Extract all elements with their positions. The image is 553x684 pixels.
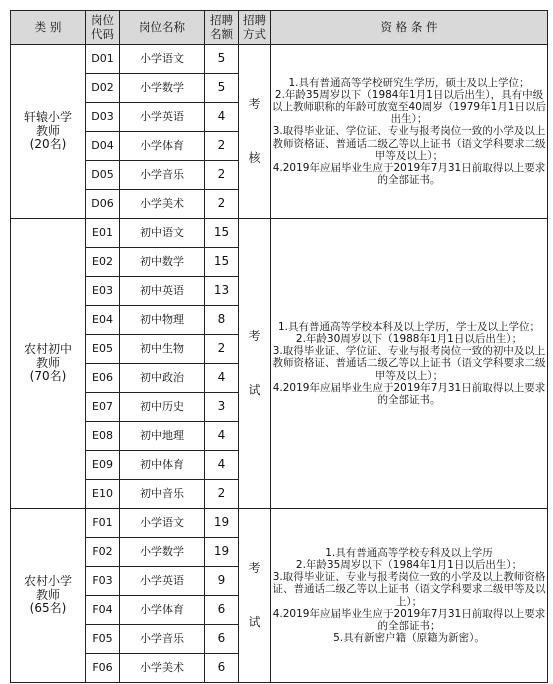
position-name: 小学数学: [120, 538, 205, 567]
method-char: 考: [248, 96, 261, 111]
position-name: 小学美术: [120, 654, 205, 683]
position-code: E10: [86, 480, 120, 509]
position-name: 小学语文: [120, 45, 205, 74]
requirement-item: 4.2019年应届毕业生应于2019年7月31日前取得以上要求的全部证书。: [272, 161, 546, 186]
position-code: E02: [86, 248, 120, 277]
position-code: F05: [86, 625, 120, 654]
quota-count: 6: [205, 596, 239, 625]
quota-count: 5: [205, 74, 239, 103]
quota-count: 4: [205, 422, 239, 451]
position-name: 初中音乐: [120, 480, 205, 509]
position-code: E03: [86, 277, 120, 306]
category-line: 农村小学: [23, 573, 72, 588]
position-name: 初中历史: [120, 393, 205, 422]
position-code: F02: [86, 538, 120, 567]
requirement-item: 3.取得毕业证、学位证、专业与报考岗位一致的初中及以上教师资格证、普通话二级乙等以上证书（语文学科要求二级甲等及以上）；: [272, 345, 546, 382]
requirement-item: 3.取得毕业证、专业与报考岗位一致的小学及以上教师资格证、普通话二级乙等以上证书（语文学科要求二级甲等及以上）；: [272, 571, 546, 608]
method-char: 考: [248, 328, 261, 343]
quota-count: 8: [205, 306, 239, 335]
category-line: (20名): [29, 137, 67, 152]
position-code: F03: [86, 567, 120, 596]
requirement-item: 3.取得毕业证、学位证、专业与报考岗位一致的小学及以上教师资格证、普通话二级乙等以上证书（语文学科要求二级甲等及以上）；: [272, 125, 546, 162]
table-body: [11, 45, 548, 683]
category-line: 轩辕小学: [23, 109, 72, 124]
header-quota: 招聘名额: [205, 11, 239, 45]
position-name: 初中英语: [120, 277, 205, 306]
position-code: E08: [86, 422, 120, 451]
category-cell: [11, 509, 86, 683]
method-char: 核: [248, 150, 261, 165]
category-cell: [11, 45, 86, 219]
recruit-method-cell: [239, 509, 271, 683]
requirement-item: 2.年龄30周岁以下（1988年1月1日以后出生）；: [295, 333, 523, 346]
position-name: 小学英语: [120, 103, 205, 132]
quota-count: 19: [205, 509, 239, 538]
category-line: (70名): [29, 369, 67, 384]
position-name: 初中体育: [120, 451, 205, 480]
method-spacer: [239, 576, 270, 616]
position-name: 初中政治: [120, 364, 205, 393]
requirement-item: 4.2019年应届毕业生应于2019年7月31日前取得以上要求的全部证书。: [272, 381, 546, 406]
category-line: (65名): [29, 601, 67, 616]
position-name: 小学英语: [120, 567, 205, 596]
quota-count: 19: [205, 538, 239, 567]
category-line: 教师: [35, 123, 60, 138]
category-line: 农村初中: [23, 341, 72, 356]
requirements-cell: [271, 219, 548, 509]
requirement-item: 5.具有新密户籍（原籍为新密）。: [333, 631, 485, 644]
quota-count: 6: [205, 654, 239, 683]
position-code: E06: [86, 364, 120, 393]
position-code: E07: [86, 393, 120, 422]
position-name: 小学音乐: [120, 161, 205, 190]
recruit-method-cell: [239, 219, 271, 509]
position-code: D01: [86, 45, 120, 74]
quota-count: 4: [205, 364, 239, 393]
position-code: E04: [86, 306, 120, 335]
method-char: 考: [248, 560, 261, 575]
position-code: E09: [86, 451, 120, 480]
category-cell: [11, 219, 86, 509]
header-row: [11, 11, 548, 45]
position-name: 初中地理: [120, 422, 205, 451]
position-name: 小学体育: [120, 132, 205, 161]
position-code: D02: [86, 74, 120, 103]
header-category: 类 别: [11, 11, 86, 45]
quota-count: 2: [205, 480, 239, 509]
quota-count: 3: [205, 393, 239, 422]
position-name: 初中物理: [120, 306, 205, 335]
position-code: D05: [86, 161, 120, 190]
recruit-method-cell: [239, 45, 271, 219]
method-char: 试: [248, 614, 261, 629]
position-name: 初中生物: [120, 335, 205, 364]
requirements-cell: [271, 509, 548, 683]
method-spacer: [239, 112, 270, 152]
position-name: 小学音乐: [120, 625, 205, 654]
quota-count: 4: [205, 451, 239, 480]
position-name: 小学美术: [120, 190, 205, 219]
recruitment-table: [10, 10, 548, 683]
position-name: 小学体育: [120, 596, 205, 625]
requirement-item: 1.具有普通高等学校研究生学历，硕士及以上学位；: [288, 77, 530, 90]
position-code: D03: [86, 103, 120, 132]
position-name: 初中数学: [120, 248, 205, 277]
requirement-item: 1.具有普通高等学校本科及以上学历，学士及以上学位；: [277, 321, 541, 334]
table-row: [11, 219, 548, 248]
quota-count: 2: [205, 161, 239, 190]
position-name: 初中语文: [120, 219, 205, 248]
category-line: 教师: [35, 587, 60, 602]
requirement-item: 4.2019年应届毕业生应于2019年7月31日前取得以上要求的全部证书；: [272, 607, 546, 632]
quota-count: 15: [205, 248, 239, 277]
position-name: 小学数学: [120, 74, 205, 103]
table-row: [11, 45, 548, 74]
quota-count: 5: [205, 45, 239, 74]
quota-count: 2: [205, 132, 239, 161]
quota-count: 6: [205, 625, 239, 654]
quota-count: 2: [205, 335, 239, 364]
category-line: 教师: [35, 355, 60, 370]
quota-count: 13: [205, 277, 239, 306]
quota-count: 9: [205, 567, 239, 596]
method-char: 试: [248, 382, 261, 397]
position-code: E01: [86, 219, 120, 248]
header-requirements: 资 格 条 件: [271, 11, 548, 45]
requirement-item: 1.具有普通高等学校专科及以上学历: [325, 547, 493, 560]
position-code: E05: [86, 335, 120, 364]
table-row: [11, 509, 548, 538]
position-code: F01: [86, 509, 120, 538]
header-method: 招聘方式: [239, 11, 271, 45]
position-name: 小学语文: [120, 509, 205, 538]
requirement-item: 2.年龄35周岁以下（1984年1月1日以后出生）；: [295, 559, 523, 572]
position-code: F04: [86, 596, 120, 625]
requirements-cell: [271, 45, 548, 219]
method-spacer: [239, 344, 270, 384]
header-position: 岗位名称: [120, 11, 205, 45]
position-code: D06: [86, 190, 120, 219]
header-code: 岗位代码: [86, 11, 120, 45]
quota-count: 4: [205, 103, 239, 132]
requirement-item: 2.年龄35周岁以下（1984年1月1日以后出生），具有中级以上教师职称的年龄可放宽至40周岁（1979年1月1日以后出生）；: [272, 89, 546, 126]
quota-count: 15: [205, 219, 239, 248]
quota-count: 2: [205, 190, 239, 219]
position-code: F06: [86, 654, 120, 683]
position-code: D04: [86, 132, 120, 161]
